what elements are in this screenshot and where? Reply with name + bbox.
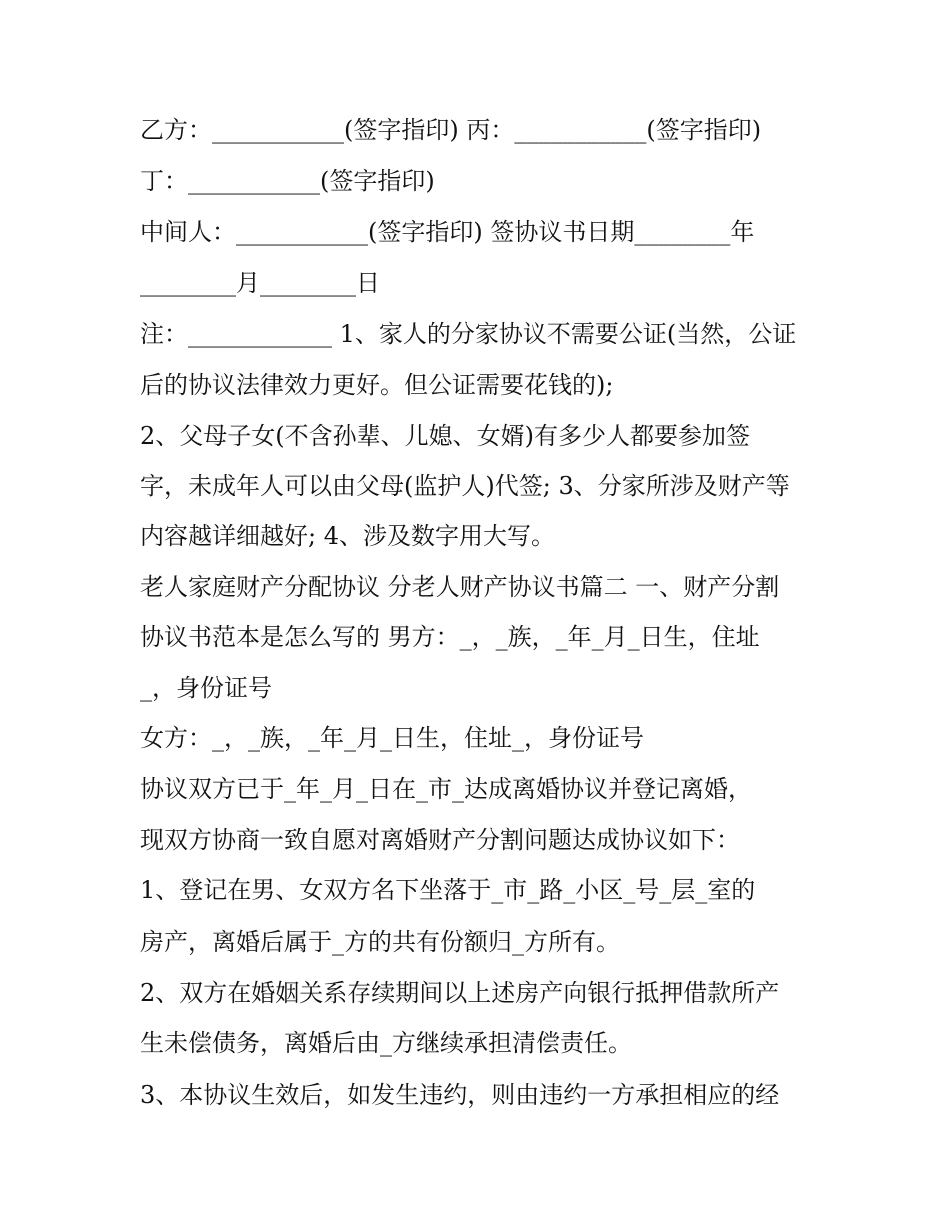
- text-line-16: 1、登记在男、女双方名下坐落于_市_路_小区_号_层_室的: [140, 876, 756, 904]
- text-line-2: 丁：___________(签字指印): [140, 167, 435, 195]
- text-line-6: 后的协议法律效力更好。但公证需要花钱的);: [140, 371, 614, 399]
- text-line-5: 注：____________ 1、家人的分家协议不需要公证(当然，公证: [140, 320, 797, 348]
- text-line-8: 字，未成年人可以由父母(监护人)代签; 3、分家所涉及财产等: [140, 472, 790, 500]
- text-line-19: 生未偿债务，离婚后由_方继续承担清偿责任。: [140, 1029, 632, 1057]
- text-line-11: 协议书范本是怎么写的 男方：_，_族，_年_月_日生，住址: [140, 623, 760, 651]
- text-line-17: 房产，离婚后属于_方的共有份额归_方所有。: [140, 928, 620, 956]
- text-line-4: ________月________日: [140, 269, 380, 297]
- text-line-1: 乙方：___________(签字指印) 丙：___________(签字指印): [140, 116, 762, 144]
- text-line-10: 老人家庭财产分配协议 分老人财产协议书篇二 一、财产分割: [140, 573, 780, 601]
- text-line-3: 中间人：___________(签字指印) 签协议书日期________年: [140, 218, 755, 246]
- text-line-15: 现双方协商一致自愿对离婚财产分割问题达成协议如下：: [140, 826, 740, 854]
- text-line-14: 协议双方已于_年_月_日在_市_达成离婚协议并登记离婚，: [140, 775, 752, 803]
- text-line-20: 3、本协议生效后，如发生违约，则由违约一方承担相应的经: [140, 1081, 780, 1109]
- text-line-7: 2、父母子女(不含孙辈、儿媳、女婿)有多少人都要参加签: [140, 422, 750, 450]
- text-line-18: 2、双方在婚姻关系存续期间以上述房产向银行抵押借款所产: [140, 979, 780, 1007]
- text-line-9: 内容越详细越好; 4、涉及数字用大写。: [140, 522, 555, 550]
- text-line-12: _，身份证号: [140, 674, 272, 702]
- text-line-13: 女方：_，_族，_年_月_日生，住址_，身份证号: [140, 724, 644, 752]
